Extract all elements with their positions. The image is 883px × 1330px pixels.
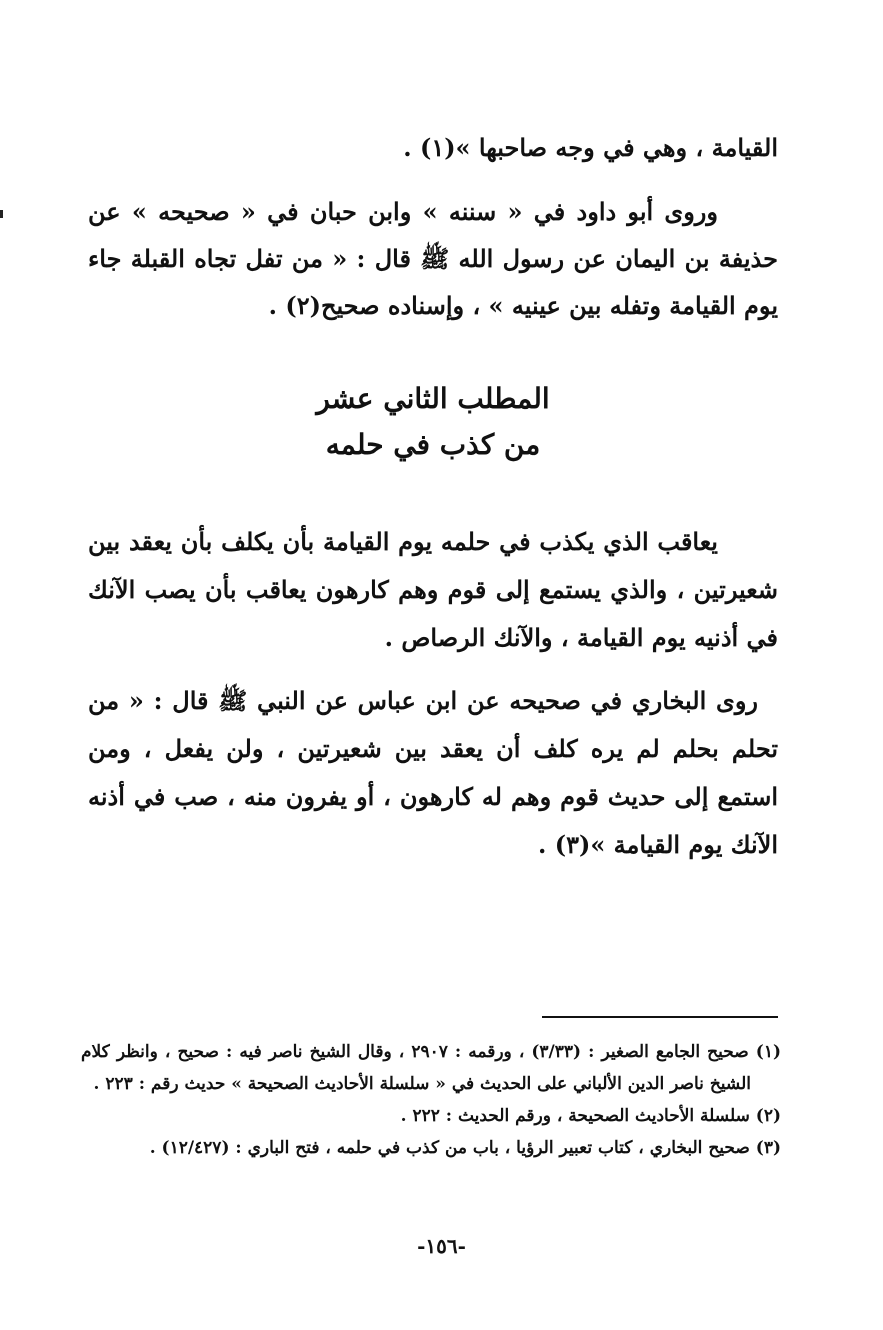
section-heading-subtitle: من كذب في حلمه (325, 428, 541, 461)
page-number: -١٥٦- (417, 1234, 466, 1258)
footnote-3: (٣) صحيح البخاري ، كتاب تعبير الرؤيا ، باب من كذب في حلمه ، فتح الباري : (١٢/٤٢٧) . (149, 1138, 781, 1158)
paragraph-abu-dawud: وروى أبو داود في « سننه » وابن حبان في « صحيحه » عن حذيفة بن اليمان عن رسول الله ﷺ قال : « من تفل تجاه القبلة جاء يوم القيامة وتفله بين عينيه » ، وإسناده صحيح(٢) . (88, 197, 778, 320)
paragraph-continuation: القيامة ، وهي في وجه صاحبها »(١) . (403, 133, 778, 162)
paragraph-punishment: يعاقب الذي يكذب في حلمه يوم القيامة بأن يكلف بأن يعقد بين شعيرتين ، والذي يستمع إلى قوم وهم كارهون يعاقب بأن يصب الآنك في أذنيه يوم القيامة ، والآنك الرصاص . (88, 527, 778, 652)
footnote-2: (٢) سلسلة الأحاديث الصحيحة ، ورقم الحديث : ٢٢٢ . (400, 1106, 781, 1126)
footnote-1: (١) صحيح الجامع الصغير : (٣/٣٣) ، ورقمه : ٢٩٠٧ ، وقال الشيخ ناصر فيه : صحيح ، وانظر كلام الشيخ ناصر الدين الألباني على الحديث في « سلسلة الأحاديث الصحيحة » حديث رقم : ٢٢٣ . (81, 1042, 781, 1094)
scan-edge-mark (0, 210, 3, 218)
section-heading-title: المطلب الثاني عشر (316, 382, 550, 415)
footnotes (81, 1036, 781, 1164)
paragraph-bukhari-hadith: روى البخاري في صحيحه عن ابن عباس عن النبي ﷺ قال : « من تحلم بحلم لم يره كلف أن يعقد بين شعيرتين ، ولن يفعل ، ومن استمع إلى حديث قوم وهم له كارهون ، أو يفرون منه ، صب في أذنه الآنك يوم القيامة »(٣) . (88, 686, 779, 859)
footnote-separator (542, 1016, 778, 1018)
